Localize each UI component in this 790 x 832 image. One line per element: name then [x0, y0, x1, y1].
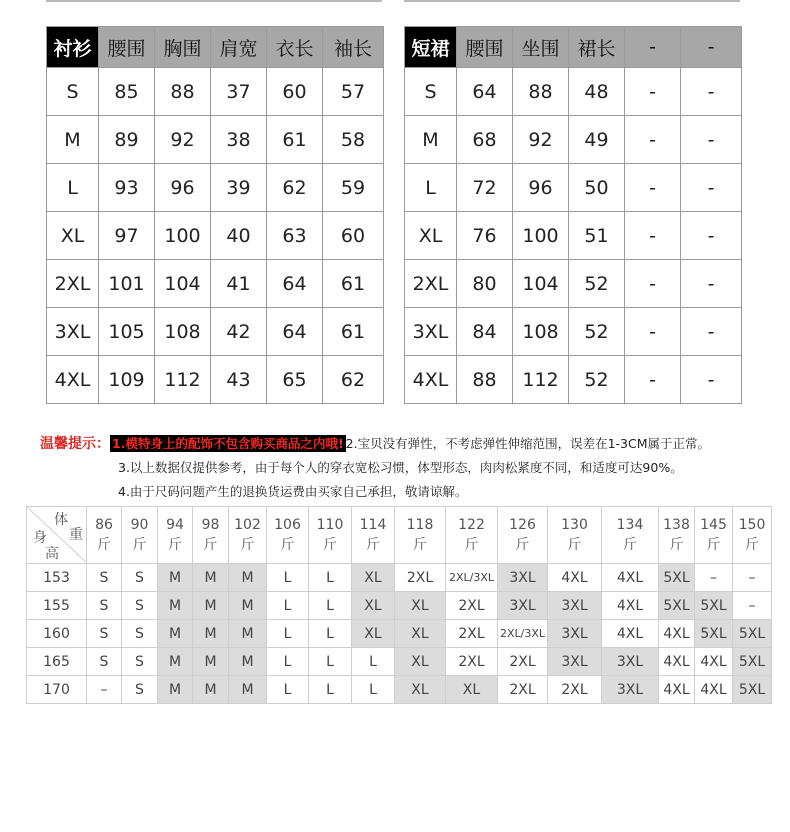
measurement-cell: 104: [155, 260, 211, 308]
recommended-size-cell: XL: [352, 620, 395, 648]
recommended-size-cell: 3XL: [602, 648, 659, 676]
recommended-size-cell: 2XL: [446, 648, 498, 676]
weight-unit: 斤: [132, 537, 147, 553]
weight-header-cell: [309, 507, 352, 564]
recommended-size-cell: L: [352, 676, 395, 704]
measurement-cell: 100: [513, 212, 569, 260]
measurement-cell: 64: [457, 68, 513, 116]
measurement-cell: 68: [457, 116, 513, 164]
table-row: [405, 212, 742, 260]
measurement-cell: 65: [267, 356, 323, 404]
recommended-size-cell: M: [158, 592, 193, 620]
weight-unit: 斤: [669, 537, 684, 553]
measurement-cell: 64: [267, 260, 323, 308]
size-label-cell: L: [405, 164, 457, 212]
measurement-cell: -: [625, 164, 681, 212]
measurement-cell: 40: [211, 212, 267, 260]
size-label-cell: 4XL: [405, 356, 457, 404]
weight-value: 134: [616, 517, 644, 533]
weight-unit: 斤: [240, 537, 255, 553]
measurement-cell: -: [681, 260, 742, 308]
size-label-cell: M: [405, 116, 457, 164]
measurement-cell: -: [681, 308, 742, 356]
recommended-size-cell: 4XL: [602, 620, 659, 648]
weight-unit: 斤: [706, 537, 721, 553]
weight-unit: 斤: [515, 537, 530, 553]
measurement-cell: -: [625, 308, 681, 356]
recommended-size-cell: S: [87, 620, 122, 648]
measurement-cell: 109: [99, 356, 155, 404]
top-divider-left: [46, 0, 382, 2]
weight-header-cell: [446, 507, 498, 564]
table-row: [27, 676, 772, 704]
recommended-size-cell: 4XL: [602, 592, 659, 620]
recommended-size-cell: 2XL: [395, 564, 446, 592]
weight-unit: 斤: [280, 537, 295, 553]
recommended-size-cell: 3XL: [548, 648, 602, 676]
measurement-cell: 101: [99, 260, 155, 308]
weight-value: 130: [561, 517, 588, 533]
weight-header-cell: [158, 507, 193, 564]
measurement-cell: 59: [323, 164, 384, 212]
recommended-size-cell: S: [87, 648, 122, 676]
measurement-cell: 48: [569, 68, 625, 116]
measurement-cell: 62: [267, 164, 323, 212]
recommended-size-cell: XL: [395, 592, 446, 620]
shirt-size-table: [46, 26, 384, 404]
measurement-cell: -: [681, 68, 742, 116]
size-label-cell: S: [405, 68, 457, 116]
weight-value: 90: [130, 517, 149, 533]
weight-unit: 斤: [745, 537, 759, 553]
measurement-cell: 50: [569, 164, 625, 212]
header-cell: 短裙: [405, 27, 457, 68]
tips-warning: 1.模特身上的配饰不包含购买商品之内哦!: [112, 436, 344, 451]
measurement-cell: 60: [323, 212, 384, 260]
corner-ti: 体: [54, 512, 68, 528]
recommended-size-cell: 2XL/3XL: [446, 564, 498, 592]
header-cell: 裙长: [569, 27, 625, 68]
measurement-cell: -: [681, 164, 742, 212]
recommended-size-cell: 5XL: [733, 676, 772, 704]
recommended-size-cell: 5XL: [659, 564, 695, 592]
recommended-size-cell: 3XL: [602, 676, 659, 704]
measurement-cell: 49: [569, 116, 625, 164]
recommended-size-cell: M: [158, 620, 193, 648]
recommended-size-cell: XL: [395, 648, 446, 676]
weight-unit: 斤: [366, 537, 380, 553]
weight-unit: 斤: [623, 537, 637, 553]
size-label-cell: XL: [405, 212, 457, 260]
measurement-cell: 37: [211, 68, 267, 116]
recommended-size-cell: L: [267, 676, 309, 704]
recommended-size-cell: 4XL: [659, 676, 695, 704]
weight-value: 145: [700, 517, 727, 533]
size-tips: [40, 432, 710, 504]
weight-value: 122: [458, 517, 485, 533]
recommended-size-cell: 5XL: [733, 648, 772, 676]
recommended-size-cell: 2XL: [498, 676, 548, 704]
recommended-size-cell: 3XL: [498, 564, 548, 592]
measurement-cell: -: [681, 356, 742, 404]
size-label-cell: 3XL: [405, 308, 457, 356]
measurement-cell: 41: [211, 260, 267, 308]
recommended-size-cell: 2XL: [548, 676, 602, 704]
recommended-size-cell: L: [309, 592, 352, 620]
height-cell: 165: [27, 648, 87, 676]
measurement-cell: 112: [155, 356, 211, 404]
tip-2: 2.宝贝没有弹性，不考虑弹性伸缩范围，误差在1-3CM属于正常。: [345, 436, 711, 451]
table-row: [47, 116, 384, 164]
recommended-size-cell: XL: [352, 564, 395, 592]
table-row: [27, 648, 772, 676]
recommended-size-cell: XL: [395, 676, 446, 704]
measurement-cell: 60: [267, 68, 323, 116]
weight-value: 94: [166, 517, 184, 533]
measurement-cell: 61: [323, 308, 384, 356]
table-row: [405, 164, 742, 212]
weight-header-cell: [267, 507, 309, 564]
weight-value: 110: [316, 517, 344, 533]
corner-gao: 高: [45, 546, 59, 562]
measurement-cell: 112: [513, 356, 569, 404]
weight-value: 138: [663, 517, 690, 533]
size-label-cell: M: [47, 116, 99, 164]
weight-value: 98: [201, 517, 220, 533]
recommended-size-cell: –: [695, 564, 733, 592]
weight-unit: 斤: [168, 537, 182, 553]
recommended-size-cell: 2XL: [446, 592, 498, 620]
measurement-cell: 61: [323, 260, 384, 308]
measurement-cell: 97: [99, 212, 155, 260]
recommended-size-cell: 5XL: [659, 592, 695, 620]
measurement-cell: 84: [457, 308, 513, 356]
weight-header-cell: [548, 507, 602, 564]
weight-header-cell: [87, 507, 122, 564]
table-row: [405, 356, 742, 404]
recommended-size-cell: L: [267, 564, 309, 592]
table-row: [405, 260, 742, 308]
measurement-cell: -: [625, 260, 681, 308]
measurement-cell: 39: [211, 164, 267, 212]
measurement-cell: 96: [513, 164, 569, 212]
header-cell: 坐围: [513, 27, 569, 68]
recommended-size-cell: 4XL: [659, 620, 695, 648]
measurement-cell: 96: [155, 164, 211, 212]
measurement-cell: -: [625, 212, 681, 260]
size-label-cell: S: [47, 68, 99, 116]
measurement-cell: 64: [267, 308, 323, 356]
weight-header-cell: [352, 507, 395, 564]
measurement-cell: 105: [99, 308, 155, 356]
recommended-size-cell: L: [309, 676, 352, 704]
weight-header-cell: [733, 507, 772, 564]
recommended-size-cell: S: [87, 592, 122, 620]
weight-header-cell: [193, 507, 229, 564]
measurement-cell: 88: [513, 68, 569, 116]
tip-4: 4.由于尺码问题产生的退换货运费由买家自己承担，敬请谅解。: [118, 484, 468, 499]
measurement-cell: 51: [569, 212, 625, 260]
tip-line-1: [40, 432, 710, 456]
table-row: [405, 308, 742, 356]
header-cell: 衣长: [267, 27, 323, 68]
table-row: [27, 592, 772, 620]
recommended-size-cell: S: [87, 564, 122, 592]
weight-header-cell: [395, 507, 446, 564]
size-label-cell: 2XL: [47, 260, 99, 308]
recommended-size-cell: L: [267, 592, 309, 620]
recommended-size-cell: –: [733, 564, 772, 592]
measurement-cell: 61: [267, 116, 323, 164]
measurement-cell: 93: [99, 164, 155, 212]
weight-unit: 斤: [203, 537, 218, 553]
weight-header-cell: [602, 507, 659, 564]
recommended-size-cell: 4XL: [602, 564, 659, 592]
measurement-cell: 43: [211, 356, 267, 404]
measurement-cell: 62: [323, 356, 384, 404]
header-cell: 袖长: [323, 27, 384, 68]
recommended-size-cell: L: [352, 648, 395, 676]
weight-header-cell: [229, 507, 267, 564]
table-row: [47, 68, 384, 116]
recommended-size-cell: 5XL: [695, 592, 733, 620]
recommended-size-cell: M: [193, 648, 229, 676]
weight-unit: 斤: [97, 537, 111, 553]
size-label-cell: 3XL: [47, 308, 99, 356]
height-cell: 160: [27, 620, 87, 648]
recommended-size-cell: –: [87, 676, 122, 704]
skirt-size-table: [404, 26, 742, 404]
weight-value: 114: [359, 517, 387, 533]
height-cell: 153: [27, 564, 87, 592]
measurement-cell: -: [625, 68, 681, 116]
weight-value: 126: [509, 517, 536, 533]
recommended-size-cell: 5XL: [695, 620, 733, 648]
recommended-size-cell: XL: [352, 592, 395, 620]
recommended-size-cell: L: [267, 620, 309, 648]
recommended-size-cell: S: [122, 592, 158, 620]
table-row: [47, 260, 384, 308]
measurement-cell: 108: [155, 308, 211, 356]
size-table-header: [405, 27, 742, 68]
height-cell: 155: [27, 592, 87, 620]
recommended-size-cell: 2XL: [498, 648, 548, 676]
recommended-size-cell: M: [158, 564, 193, 592]
weight-value: 150: [738, 517, 766, 533]
measurement-cell: 104: [513, 260, 569, 308]
corner-zhong: 重: [69, 527, 83, 543]
size-label-cell: 4XL: [47, 356, 99, 404]
recommended-size-cell: M: [158, 648, 193, 676]
weight-header-cell: [498, 507, 548, 564]
table-row: [47, 308, 384, 356]
recommended-size-cell: L: [309, 648, 352, 676]
measurement-cell: -: [625, 356, 681, 404]
recommended-size-cell: 4XL: [695, 648, 733, 676]
weight-value: 86: [95, 517, 113, 533]
recommended-size-cell: XL: [446, 676, 498, 704]
weight-unit: 斤: [464, 537, 479, 553]
recommended-size-cell: M: [229, 592, 267, 620]
recommended-size-cell: L: [309, 564, 352, 592]
measurement-cell: 58: [323, 116, 384, 164]
measurement-cell: -: [681, 212, 742, 260]
weight-header-cell: [122, 507, 158, 564]
measurement-cell: 76: [457, 212, 513, 260]
size-label-cell: XL: [47, 212, 99, 260]
recommended-size-cell: M: [193, 676, 229, 704]
measurement-cell: 52: [569, 308, 625, 356]
weight-unit: 斤: [323, 537, 337, 553]
header-cell: 腰围: [99, 27, 155, 68]
weight-header-cell: [659, 507, 695, 564]
header-cell: 肩宽: [211, 27, 267, 68]
recommended-size-cell: M: [229, 620, 267, 648]
header-cell: 胸围: [155, 27, 211, 68]
recommended-size-cell: 3XL: [548, 620, 602, 648]
height-cell: 170: [27, 676, 87, 704]
size-label-cell: L: [47, 164, 99, 212]
measurement-cell: 100: [155, 212, 211, 260]
table-row: [27, 564, 772, 592]
size-label-cell: 2XL: [405, 260, 457, 308]
recommended-size-cell: S: [122, 620, 158, 648]
measurement-cell: 38: [211, 116, 267, 164]
weight-height-table: [26, 506, 772, 704]
recommended-size-cell: XL: [395, 620, 446, 648]
measurement-cell: 92: [155, 116, 211, 164]
recommended-size-cell: 2XL/3XL: [498, 620, 548, 648]
table-row: [27, 620, 772, 648]
recommended-size-cell: M: [158, 676, 193, 704]
tips-label: 温馨提示：: [40, 436, 110, 452]
measurement-cell: 92: [513, 116, 569, 164]
recommended-size-cell: M: [229, 676, 267, 704]
measurement-cell: 52: [569, 356, 625, 404]
measurement-cell: 88: [155, 68, 211, 116]
corner-shen: 身: [33, 530, 47, 546]
recommended-size-cell: S: [122, 648, 158, 676]
size-table-header: [47, 27, 384, 68]
weight-unit: 斤: [567, 537, 582, 553]
weight-value: 102: [234, 517, 261, 533]
recommended-size-cell: M: [193, 564, 229, 592]
table-row: [405, 116, 742, 164]
table-row: [47, 164, 384, 212]
weight-value: 118: [406, 517, 434, 533]
table-row: [47, 212, 384, 260]
recommended-size-cell: 4XL: [659, 648, 695, 676]
measurement-cell: 42: [211, 308, 267, 356]
tip-3: 3.以上数据仅提供参考，由于每个人的穿衣宽松习惯，体型形态，肉肉松紧度不同，和适度可达90%。: [118, 460, 683, 475]
table-row: [405, 68, 742, 116]
measurement-cell: 57: [323, 68, 384, 116]
weight-height-corner: [27, 507, 87, 564]
weight-value: 106: [274, 517, 301, 533]
recommended-size-cell: L: [309, 620, 352, 648]
recommended-size-cell: M: [193, 620, 229, 648]
measurement-cell: -: [625, 116, 681, 164]
measurement-cell: 89: [99, 116, 155, 164]
recommended-size-cell: M: [193, 592, 229, 620]
measurement-cell: 88: [457, 356, 513, 404]
recommended-size-cell: 4XL: [695, 676, 733, 704]
recommended-size-cell: 5XL: [733, 620, 772, 648]
measurement-cell: 63: [267, 212, 323, 260]
measurement-cell: -: [681, 116, 742, 164]
measurement-cell: 80: [457, 260, 513, 308]
recommended-size-cell: L: [267, 648, 309, 676]
header-cell: 腰围: [457, 27, 513, 68]
recommended-size-cell: S: [122, 676, 158, 704]
table-row: [47, 356, 384, 404]
measurement-cell: 72: [457, 164, 513, 212]
header-cell: -: [625, 27, 681, 68]
recommended-size-cell: –: [733, 592, 772, 620]
recommended-size-cell: M: [229, 648, 267, 676]
recommended-size-cell: M: [229, 564, 267, 592]
header-cell: 衬衫: [47, 27, 99, 68]
recommended-size-cell: 4XL: [548, 564, 602, 592]
header-cell: -: [681, 27, 742, 68]
weight-header-cell: [695, 507, 733, 564]
recommended-size-cell: S: [122, 564, 158, 592]
recommended-size-cell: 3XL: [548, 592, 602, 620]
top-divider-right: [404, 0, 740, 2]
measurement-cell: 108: [513, 308, 569, 356]
recommended-size-cell: 2XL: [446, 620, 498, 648]
measurement-cell: 85: [99, 68, 155, 116]
recommended-size-cell: 3XL: [498, 592, 548, 620]
measurement-cell: 52: [569, 260, 625, 308]
weight-unit: 斤: [413, 537, 427, 553]
